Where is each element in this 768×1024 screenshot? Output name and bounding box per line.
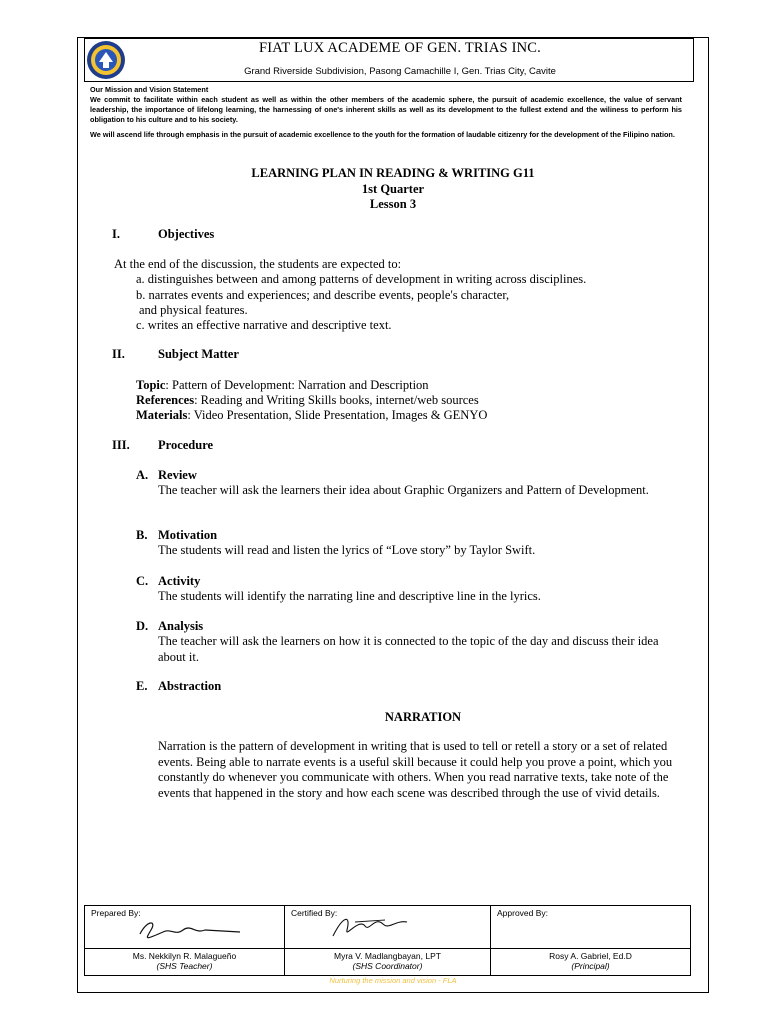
step-title-abstraction: Abstraction — [158, 679, 222, 693]
school-name: FIAT LUX ACADEME OF GEN. TRIAS INC. — [259, 40, 541, 56]
certified-name: Myra V. Madlangbayan, LPT — [334, 951, 441, 961]
step-title-review: Review — [158, 468, 197, 482]
objectives-number: I. — [112, 227, 120, 241]
step-text-analysis: The teacher will ask the learners on how it is connected to the topic of the day and discuss their idea about it. — [158, 634, 659, 664]
topic-line — [136, 378, 429, 393]
prepared-label: Prepared By: — [91, 908, 141, 918]
objective-item: a. distinguishes between and among patterns of development in writing across disciplines. — [136, 272, 587, 286]
subject-number: II. — [112, 347, 125, 361]
step-text-review: The teacher will ask the learners their idea about Graphic Organizers and Pattern of Development. — [158, 483, 649, 497]
approved-cell — [491, 906, 691, 949]
objective-item: b. narrates events and experiences; and describe events, people's character, — [136, 288, 510, 302]
step-title-activity: Activity — [158, 574, 201, 588]
teacher-signature — [135, 918, 245, 942]
approved-label: Approved By: — [497, 908, 549, 918]
topic-value: : Pattern of Development: Narration and Description — [165, 378, 429, 392]
procedure-number: III. — [112, 438, 130, 452]
footer-motto: Nurturing the mission and vision - FLA — [329, 976, 457, 985]
mission-title: Our Mission and Vision Statement — [90, 85, 209, 94]
approved-name-cell — [491, 949, 691, 976]
prepared-cell — [85, 906, 285, 949]
references-line — [136, 393, 479, 408]
objectives-intro: At the end of the discussion, the students are expected to: — [114, 257, 402, 271]
narration-heading: NARRATION — [384, 710, 462, 724]
step-letter: E. — [136, 679, 148, 693]
step-letter: B. — [136, 528, 148, 542]
materials-value: : Video Presentation, Slide Presentation, Images & GENYO — [187, 408, 488, 422]
mission-statement: We commit to facilitate within each student as well as within the other members of the academic sphere, the pursuit of academic excellence, the value of servant leadership, the importance of lifelong learning, the harnessing of one's inherent skills as well as its development to the fullest extend and the wiliness to perform his obligation to his culture and to his society. — [90, 95, 682, 124]
prepared-role: (SHS Teacher) — [156, 961, 213, 971]
certified-cell — [284, 906, 490, 949]
objectives-heading: Objectives — [158, 227, 215, 241]
school-address: Grand Riverside Subdivision, Pasong Camachille I, Gen. Trias City, Cavite — [244, 66, 556, 77]
coordinator-signature — [325, 912, 415, 942]
procedure-heading: Procedure — [158, 438, 214, 452]
signature-table — [84, 905, 691, 976]
step-letter: A. — [136, 468, 149, 482]
objective-item: c. writes an effective narrative and descriptive text. — [136, 318, 392, 332]
materials-line — [136, 408, 487, 423]
approved-name: Rosy A. Gabriel, Ed.D — [549, 951, 632, 961]
objective-item: and physical features. — [139, 303, 248, 317]
step-letter: C. — [136, 574, 149, 588]
step-text-motivation: The students will read and listen the lyrics of “Love story” by Taylor Swift. — [158, 543, 536, 557]
materials-label: Materials — [136, 408, 188, 422]
certified-name-cell — [284, 949, 490, 976]
step-letter: D. — [136, 619, 149, 633]
step-title-analysis: Analysis — [158, 619, 204, 633]
plan-title: LEARNING PLAN IN READING & WRITING G11 — [251, 166, 535, 180]
approved-role: (Principal) — [571, 961, 610, 971]
references-value: : Reading and Writing Skills books, internet/web sources — [194, 393, 479, 407]
vision-statement: We will ascend life through emphasis in the pursuit of academic excellence to the youth for the formation of laudable citizenry for the development of the Filipino nation. — [90, 130, 675, 139]
subject-heading: Subject Matter — [158, 347, 239, 361]
certified-label: Certified By: — [290, 908, 338, 918]
prepared-name-cell — [85, 949, 285, 976]
step-title-motivation: Motivation — [158, 528, 218, 542]
narration-text: Narration is the pattern of development in writing that is used to tell or retell a story or a set of related events. Being able to narrate events is a useful skill because it could help you prove a point, which you constantly do whenever you communicate with others. When you read narrative texts, take note of the events that happened in the story and how each scene was described through the use of vivid details. — [158, 739, 673, 800]
topic-label: Topic — [136, 378, 166, 392]
plan-quarter: 1st Quarter — [361, 182, 425, 196]
prepared-name: Ms. Nekkilyn R. Malagueño — [132, 951, 237, 961]
references-label: References — [136, 393, 195, 407]
plan-lesson: Lesson 3 — [369, 197, 417, 211]
step-text-activity: The students will identify the narrating line and descriptive line in the lyrics. — [158, 589, 541, 603]
certified-role: (SHS Coordinator) — [352, 961, 423, 971]
